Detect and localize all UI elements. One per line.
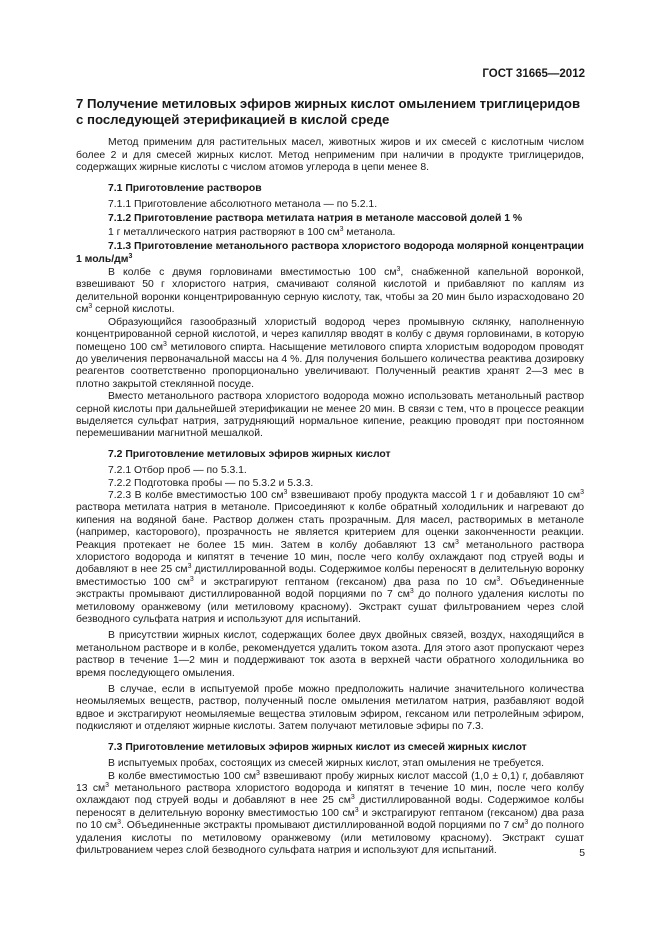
page-content <box>76 96 584 857</box>
paragraph-7-1-1: 7.1.1 Приготовление абсолютного метанола — по 5.2.1. <box>108 199 378 211</box>
intro-paragraph: Метод применим для растительных масел, животных жиров и их смесей с кислотным числом более 2 и для смесей жирных кислот. Метод неприменим при наличии в продукте триглицеридов, содержащих жирные кислоты с числом атомов углерода в цепи менее 8. <box>76 137 584 174</box>
paragraph-7-1-2: 1 г металлического натрия растворяют в 100 $см^3$ метанола. <box>108 225 396 238</box>
section-title: 7 Получение метиловых эфиров жирных кислот омылением триглицеридов с последующей этерификацией в кислой среде <box>76 96 581 128</box>
subsection-heading-7-2: 7.2 Приготовление метиловых эфиров жирных кислот <box>108 448 391 460</box>
paragraph-7-2-unsaponifiable: В случае, если в испытуемой пробе можно предположить наличие значительного количества неомыляемых веществ, раствор, полученный после омыления метилатом натрия, разбавляют водой вдвое и экстрагируют неомыляемые вещества этиловым эфиром, гексаном или петролейным эфиром, подкисляют и отделяют жирные кислоты. Затем получают метиловые эфиры по 7.3. <box>76 684 584 733</box>
heading-7-1-3: 7.1.3 Приготовление метанольного раствора хлористого водорода молярной концентрации 1 моль/$дм^3$ <box>76 241 584 265</box>
paragraph-7-3-b: В колбе вместимостью 100 $см^3$ взвешивают пробу жирных кислот массой (1,0 ± 0,1) г, добавляют 13 $см^3$ метанольного раствора хлористого водорода и кипятят в течение 10 мин, после чего колбу охлаждают под струей воды и добавляют в нее 25 $см^3$ дистиллированной воды. Содержимое колбы переносят в делительную воронку вместимостью 100 $см^3$ и экстрагируют гептаном (гексаном) два раза по 10 $см^3$. Объединенные экстракты промывают дистиллированной водой порциями по 7 $см^3$ до полного удаления кислоты по метиловому оранжевому (или метиловому красному). Экстракт сушат фильтрованием через слой безводного сульфата натрия и используют для испытаний. <box>76 769 584 856</box>
subsection-heading-7-1: 7.1 Приготовление растворов <box>108 182 262 194</box>
document-code-header: ГОСТ 31665—2012 <box>482 68 585 80</box>
page-number: 5 <box>579 848 585 859</box>
heading-7-1-2: 7.1.2 Приготовление раствора метилата натрия в метаноле массовой долей 1 % <box>108 213 523 225</box>
subsection-heading-7-3: 7.3 Приготовление метиловых эфиров жирных кислот из смесей жирных кислот <box>108 741 527 753</box>
paragraph-7-3-a: В испытуемых пробах, состоящих из смесей жирных кислот, этап омыления не требуется. <box>108 758 544 770</box>
paragraph-7-2-2: 7.2.2 Подготовка пробы — по 5.3.2 и 5.3.3. <box>108 477 314 489</box>
paragraph-7-2-3: 7.2.3 В колбе вместимостью 100 $см^3$ взвешивают пробу продукта массой 1 г и добавляют 10 $см^3$ раствора метилата натрия в метаноле. Присоединяют к колбе обратный холодильник и нагревают до кипения на водяной бане. Раствор должен стать прозрачным. Для масел, растворимых в метаноле (например, касторового), прозрачность не является критерием для оценки законченности реакции. Реакция протекает не более 15 мин. Затем в колбу добавляют 13 $см^3$ метанольного раствора хлористого водорода и кипятят в течение 10 мин, после чего колбу охлаждают под струей воды и добавляют в нее 25 $см^3$ дистиллированной воды. Содержимое колбы переносят в делительную воронку вместимостью 100 $см^3$ и экстрагируют гептаном (гексаном) два раза по 10 $см^3$. Объединенные экстракты промывают дистиллированной водой порциями по 7 $см^3$ до полного удаления кислоты по метиловому оранжевому (или метиловому красному). Экстракт сушат фильтрованием через слой безводного сульфата натрия и используют для испытаний. <box>76 488 584 626</box>
paragraph-7-1-3-a: В колбе с двумя горловинами вместимостью 100 $см^3$, снабженной капельной воронкой, взвешивают 50 г хлористого натрия, смачивают соляной кислотой и прибавляют по каплям из делительной воронки концентрированную серную кислоту, так, чтобы за 20 мин было израсходовано 20 $см^3$ серной кислоты. <box>76 266 585 316</box>
paragraph-7-1-3-b: Образующийся газообразный хлористый водород через промывную склянку, наполненную концентрированной серной кислотой, и через капилляр вводят в колбу с двумя горловинами, в которую помещено 100 $см^3$ метилового спирта. Насыщение метилового спирта хлористым водородом проводят до увеличения первоначальной массы на 4 %. Для получения большего количества реактива дозировку реагентов соответственно пропорционально увеличивают. Полученный реактив хранят 2—3 мес в плотно закрытой стеклянной посуде. <box>76 316 584 390</box>
paragraph-7-2-nitrogen: В присутствии жирных кислот, содержащих более двух двойных связей, воздух, находящийся в метанольном растворе и в колбе, рекомендуется удалить током азота. Для этого азот пропускают через раствор в течение 1—2 мин и поддерживают ток азота в верхней части обратного холодильника во время последующего омыления. <box>76 630 584 679</box>
paragraph-7-1-3-c: Вместо метанольного раствора хлористого водорода можно использовать метанольный раствор серной кислоты при дальнейшей этерификации не менее 20 мин. В связи с тем, что в процессе реакции выделяется сульфат натрия, затрудняющий нормальное кипение, реакцию проводят при постоянном перемешивании магнитной мешалкой. <box>76 391 584 440</box>
paragraph-7-2-1: 7.2.1 Отбор проб — по 5.3.1. <box>108 465 247 477</box>
